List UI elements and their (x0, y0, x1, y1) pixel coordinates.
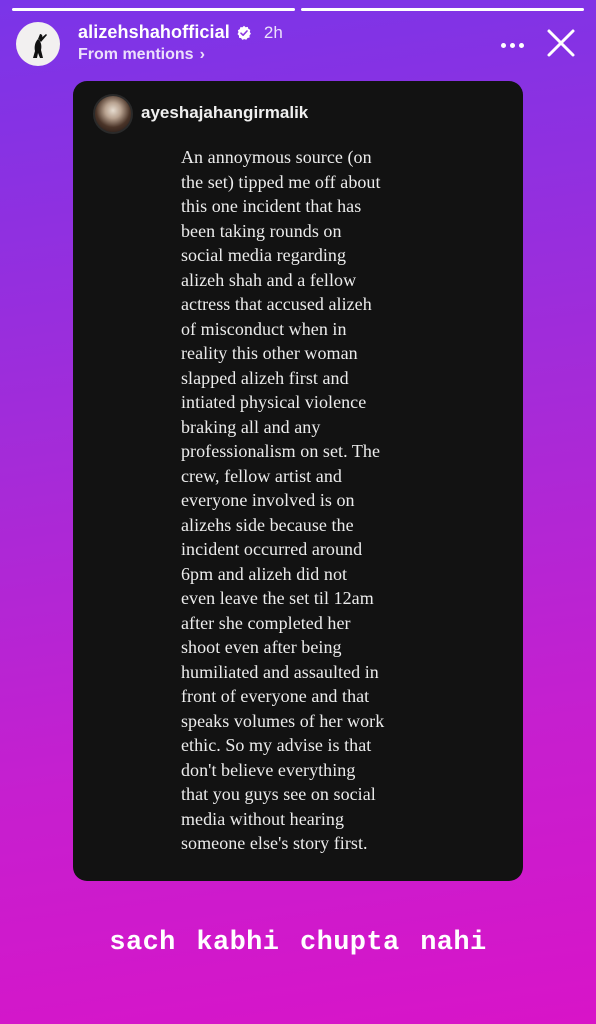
story-progress-bars (12, 8, 584, 11)
story-username[interactable]: alizehshahofficial (78, 22, 230, 42)
shared-post-avatar[interactable] (93, 94, 133, 134)
profile-avatar[interactable] (16, 22, 60, 66)
story-progress-bar (12, 8, 295, 11)
story-progress-fill (12, 8, 295, 11)
more-icon-dot (519, 43, 524, 48)
story-time: 2h (263, 22, 283, 42)
verified-icon (236, 25, 252, 41)
shared-post-username[interactable]: ayeshajahangirmalik (141, 103, 309, 122)
avatar-silhouette-icon (16, 22, 60, 66)
story-progress-bar (301, 8, 584, 11)
chevron-right-icon: › (199, 46, 205, 63)
story-caption: sach kabhi chupta nahi (109, 928, 487, 958)
user-block (78, 22, 283, 64)
from-mentions-label: From mentions (78, 46, 194, 63)
shared-post-text: An annoymous source (on the set) tipped me off about this one incident that has been taking rounds on social media regarding alizeh shah and a fellow actress that accused alizeh of misconduct when in reality this other woman slapped alizeh first and intiated physical violence braking all and any professionalism on set. The crew, fellow artist and everyone involved is on alizehs side because the incident occurred around 6pm and alizeh did not even leave the set til 12am after she completed her shoot even after being humiliated and assaulted in front of everyone and that speaks volumes of her work ethic. So my advise is that don't believe everything that you guys see on social media without hearing someone else's story first. (181, 147, 385, 853)
shared-post-card[interactable] (73, 81, 523, 881)
from-mentions-link[interactable] (78, 46, 283, 64)
close-button[interactable] (542, 24, 580, 62)
story-progress-fill (301, 8, 584, 11)
story-header (16, 20, 580, 72)
more-icon-dot (510, 43, 515, 48)
more-button[interactable] (492, 30, 532, 60)
more-icon (501, 43, 506, 48)
close-icon (542, 24, 580, 62)
